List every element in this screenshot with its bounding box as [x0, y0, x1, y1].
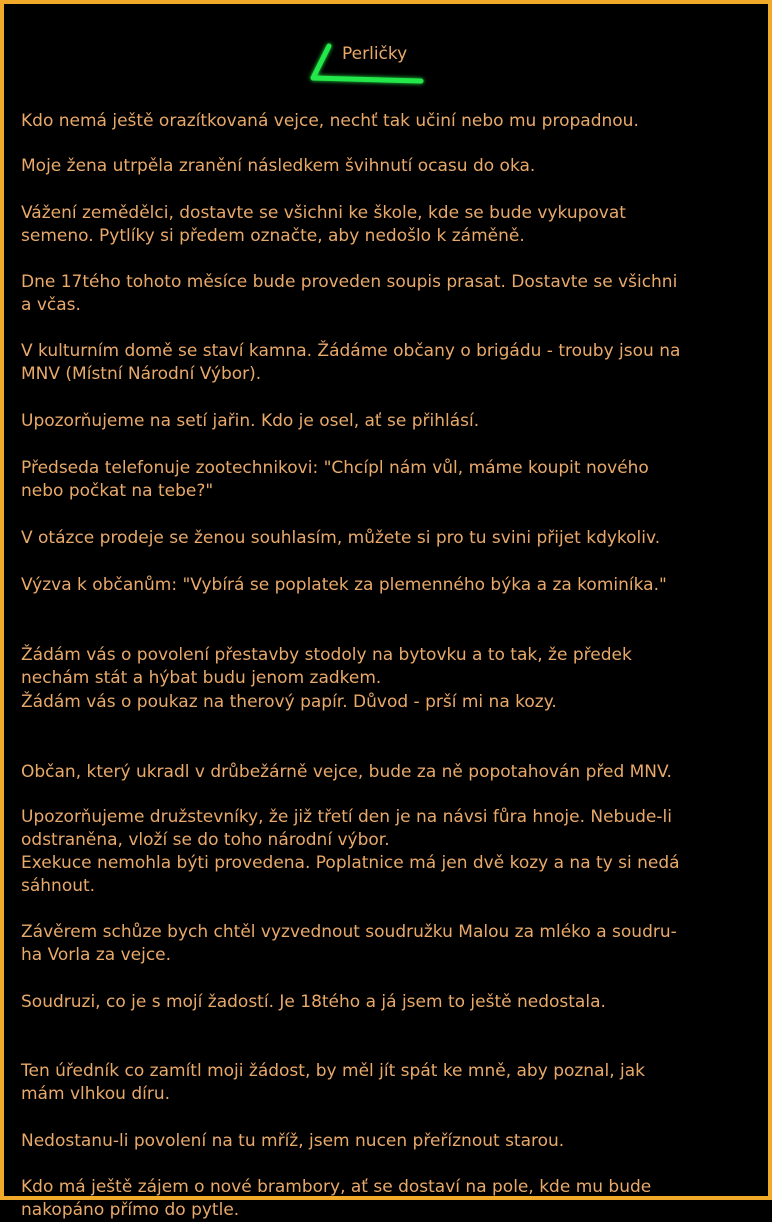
anecdote-paragraph: Závěrem schůze bych chtěl vyzvednout soudružku Malou za mléko a soudru- ha Vorla za vejce.: [21, 922, 677, 965]
anecdote-list: [21, 110, 769, 1222]
anecdote-paragraph: V otázce prodeje se ženou souhlasím, můžete si pro tu svini přijet kdykoliv.: [21, 528, 661, 548]
anecdote-paragraph: Upozorňujeme družstevníky, že již třetí den je na návsi fůra hnoje. Nebude-li odstraněna, vloží se do toho národní výbor.: [21, 807, 672, 850]
anecdote-paragraph: Předseda telefonuje zootechnikovi: "Chcípl nám vůl, máme koupit nového nebo počkat na tebe?": [21, 458, 649, 501]
anecdote-paragraph: Kdo nemá ještě orazítkovaná vejce, nechť tak učiní nebo mu propadnou.: [21, 111, 639, 131]
anecdote-paragraph: Soudruzi, co je s mojí žadostí. Je 18tého a já jsem to ještě nedostala.: [21, 992, 606, 1012]
anecdote-paragraph: Občan, který ukradl v drůbežárně vejce, bude za ně popotahován před MNV.: [21, 762, 672, 782]
anecdote-paragraph: Výzva k občanům: "Vybírá se poplatek za plemenného býka a za kominíka.": [21, 575, 667, 595]
anecdote-paragraph: Moje žena utrpěla zranění následkem švihnutí ocasu do oka.: [21, 156, 536, 176]
anecdote-paragraph: Vážení zemědělci, dostavte se všichni ke škole, kde se bude vykupovat semeno. Pytlíky si předem označte, aby nedošlo k záměně.: [21, 203, 626, 246]
anecdote-paragraph: Ten úředník co zamítl moji žádost, by měl jít spát ke mně, aby poznal, jak mám vlhkou díru.: [21, 1061, 646, 1104]
anecdote-paragraph: Nedostanu-li povolení na tu mříž, jsem nucen přeříznout starou.: [21, 1131, 565, 1151]
anecdote-paragraph: Dne 17tého tohoto měsíce bude proveden soupis prasat. Dostavte se všichni a včas.: [21, 272, 678, 315]
anecdote-paragraph: Žádám vás o poukaz na therový papír. Důvod - prší mi na kozy.: [21, 692, 557, 712]
anecdote-paragraph: Kdo má ještě zájem o nové brambory, ať se dostaví na pole, kde mu bude nakopáno přímo do pytle.: [21, 1177, 652, 1220]
anecdote-paragraph: Exekuce nemohla býti provedena. Poplatnice má jen dvě kozy a na ty si nedá sáhnout.: [21, 853, 680, 896]
header: [4, 34, 772, 94]
anecdote-paragraph: Žádám vás o povolení přestavby stodoly na bytovku a to tak, že předek nechám stát a hýbat budu jenom zadkem.: [21, 645, 632, 688]
anecdote-paragraph: Upozorňujeme na setí jařin. Kdo je osel, ať se přihlásí.: [21, 411, 480, 431]
page-title: Perličky: [342, 44, 408, 64]
anecdote-paragraph: V kulturním domě se staví kamna. Žádáme občany o brigádu - trouby jsou na MNV (Místní Národní Výbor).: [21, 341, 681, 384]
